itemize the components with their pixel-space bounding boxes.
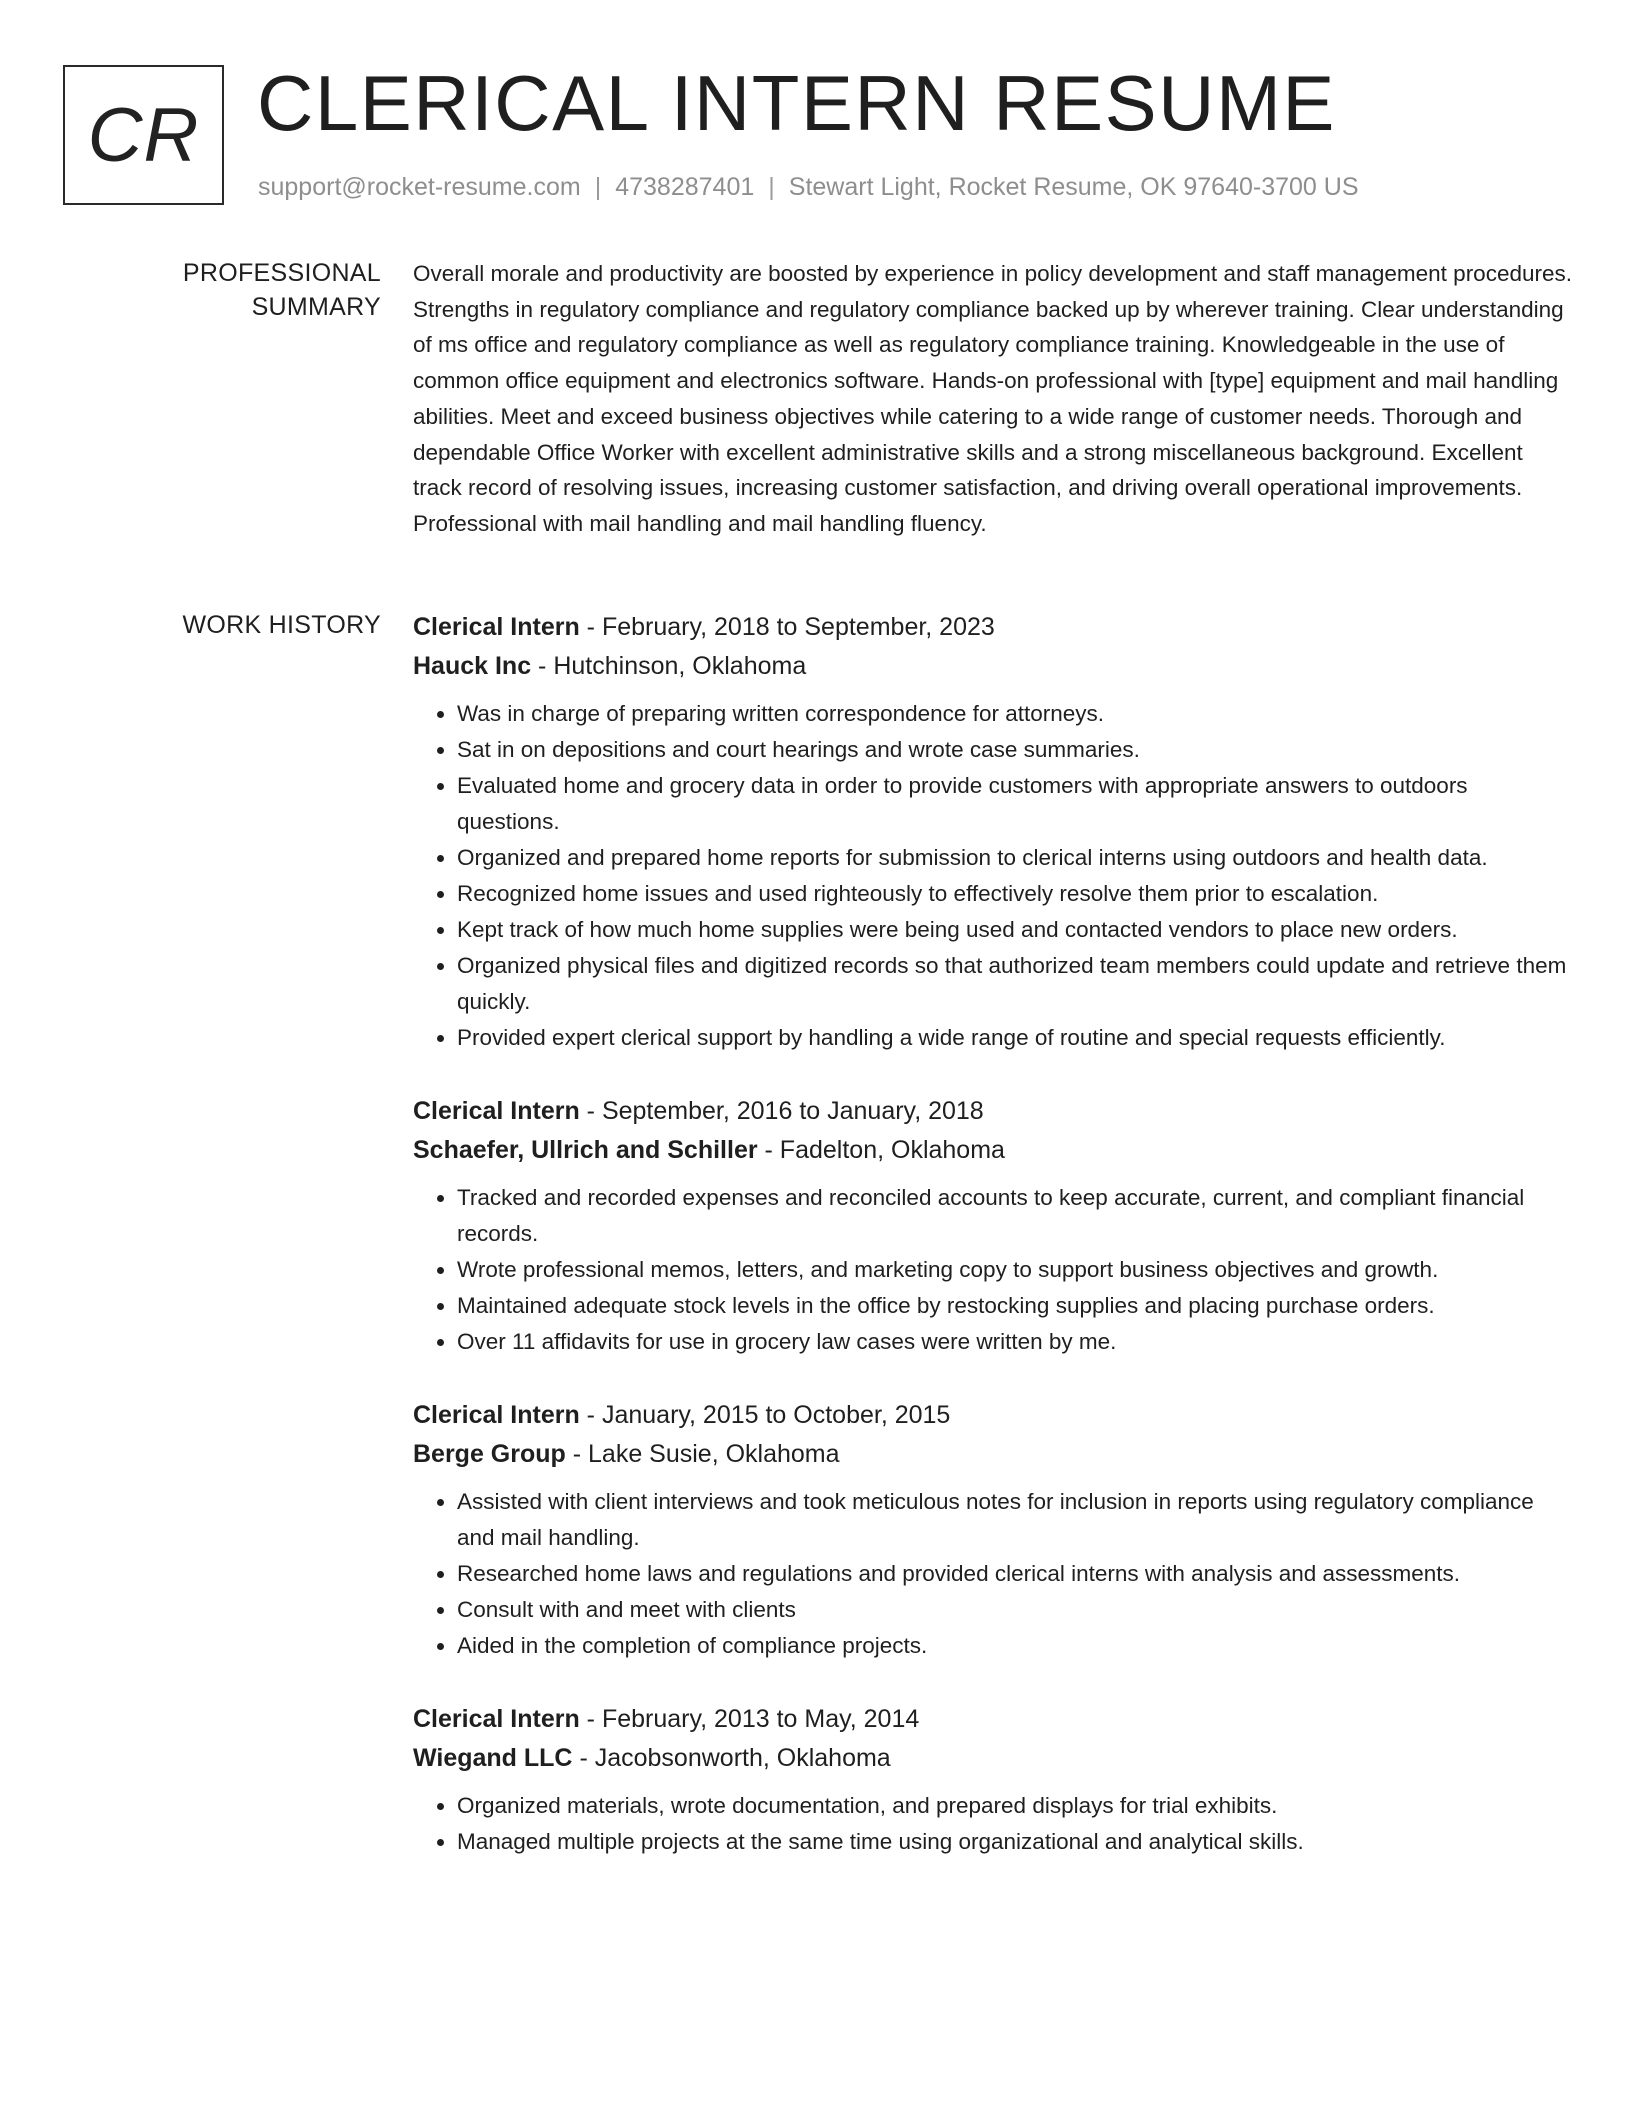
contact-separator: | <box>594 173 602 201</box>
job-location: - Lake Susie, Oklahoma <box>565 1440 840 1468</box>
job-bullets <box>413 1484 1572 1664</box>
job-bullet: • Evaluated home and grocery data in order to provide customers with appropriate answers to outdoors questions. <box>457 768 1572 840</box>
job-bullet: • Over 11 affidavits for use in grocery law cases were written by me. <box>457 1324 1572 1360</box>
job-bullet: • Managed multiple projects at the same time using organizational and analytical skills. <box>457 1824 1572 1860</box>
job-dates: - February, 2018 to September, 2023 <box>579 613 995 641</box>
job-title-line <box>413 1700 1572 1739</box>
job-bullet: • Wrote professional memos, letters, and marketing copy to support business objectives and growth. <box>457 1252 1572 1288</box>
job-bullet: • Assisted with client interviews and took meticulous notes for inclusion in reports using regulatory compliance and mail handling. <box>457 1484 1572 1556</box>
job-dates: - September, 2016 to January, 2018 <box>579 1097 984 1125</box>
contact-address: Stewart Light, Rocket Resume, OK 97640-3700 US <box>788 173 1359 201</box>
job-bullet: • Aided in the completion of compliance projects. <box>457 1628 1572 1664</box>
contact-email: support@rocket-resume.com <box>258 173 581 201</box>
job-company-line <box>413 1435 1572 1474</box>
job-bullets <box>413 1788 1572 1860</box>
job-bullet: • Researched home laws and regulations and provided clerical interns with analysis and assessments. <box>457 1556 1572 1592</box>
job-entry <box>413 1700 1572 1860</box>
job-bullet: • Kept track of how much home supplies were being used and contacted vendors to place new orders. <box>457 912 1572 948</box>
job-bullet: • Sat in on depositions and court hearings and wrote case summaries. <box>457 732 1572 768</box>
monogram-logo: CR <box>63 65 224 205</box>
contact-phone: 4738287401 <box>615 173 755 201</box>
job-title: Clerical Intern <box>413 1401 580 1429</box>
job-bullet: • Consult with and meet with clients <box>457 1592 1572 1628</box>
job-location: - Hutchinson, Oklahoma <box>531 652 807 680</box>
job-company-line <box>413 647 1572 686</box>
job-title-line <box>413 1396 1572 1435</box>
summary-text: Overall morale and productivity are boosted by experience in policy development and staff management procedures. Strengths in regulatory compliance and regulatory compliance backed up by wherever training. Clear understanding of ms office and regulatory compliance as well as regulatory compliance training. Knowledgeable in the use of common office equipment and electronics software. Hands-on professional with [type] equipment and mail handling abilities. Meet and exceed business objectives while catering to a wide range of customer needs. Thorough and dependable Office Worker with excellent administrative skills and a strong miscellaneous background. Excellent track record of resolving issues, increasing customer satisfaction, and driving overall operational improvements. Professional with mail handling and mail handling fluency. <box>413 261 1572 536</box>
job-title: Clerical Intern <box>413 613 580 641</box>
job-title: Clerical Intern <box>413 1705 580 1733</box>
section-heading: PROFESSIONAL SUMMARY <box>182 259 381 321</box>
job-bullet: • Organized materials, wrote documentation, and prepared displays for trial exhibits. <box>457 1788 1572 1824</box>
job-bullet: • Was in charge of preparing written correspondence for attorneys. <box>457 696 1572 732</box>
job-location: - Fadelton, Oklahoma <box>757 1136 1005 1164</box>
job-entry <box>413 1092 1572 1360</box>
job-entry <box>413 608 1572 1056</box>
job-bullet: • Tracked and recorded expenses and reconciled accounts to keep accurate, current, and compliant financial records. <box>457 1180 1572 1252</box>
job-bullet: • Maintained adequate stock levels in the office by restocking supplies and placing purchase orders. <box>457 1288 1572 1324</box>
contact-separator: | <box>768 173 775 201</box>
job-bullet: • Organized and prepared home reports for submission to clerical interns using outdoors and health data. <box>457 840 1572 876</box>
job-company-line <box>413 1131 1572 1170</box>
section-heading: WORK HISTORY <box>182 611 381 639</box>
job-location: - Jacobsonworth, Oklahoma <box>572 1744 891 1772</box>
resume-header <box>63 59 1572 215</box>
professional-summary-section <box>63 256 1572 542</box>
job-company: Hauck Inc <box>413 652 532 680</box>
job-bullet: • Organized physical files and digitized records so that authorized team members could update and retrieve them quickly. <box>457 948 1572 1020</box>
job-dates: - January, 2015 to October, 2015 <box>579 1401 951 1429</box>
job-bullets <box>413 696 1572 1056</box>
job-title-line <box>413 1092 1572 1131</box>
job-bullets <box>413 1180 1572 1360</box>
job-title-line <box>413 608 1572 647</box>
job-list <box>413 608 1572 1896</box>
job-bullet: • Provided expert clerical support by handling a wide range of routine and special requests efficiently. <box>457 1020 1572 1056</box>
work-history-section <box>63 608 1572 1896</box>
job-company-line <box>413 1739 1572 1778</box>
job-bullet: • Recognized home issues and used righteously to effectively resolve them prior to escalation. <box>457 876 1572 912</box>
job-company: Berge Group <box>413 1440 566 1468</box>
job-entry <box>413 1396 1572 1664</box>
job-company: Schaefer, Ullrich and Schiller <box>413 1136 758 1164</box>
job-dates: - February, 2013 to May, 2014 <box>579 1705 920 1733</box>
job-title: Clerical Intern <box>413 1097 580 1125</box>
job-company: Wiegand LLC <box>413 1744 573 1772</box>
resume-title: CLERICAL INTERN RESUME <box>257 59 1336 147</box>
contact-line <box>258 173 1359 202</box>
